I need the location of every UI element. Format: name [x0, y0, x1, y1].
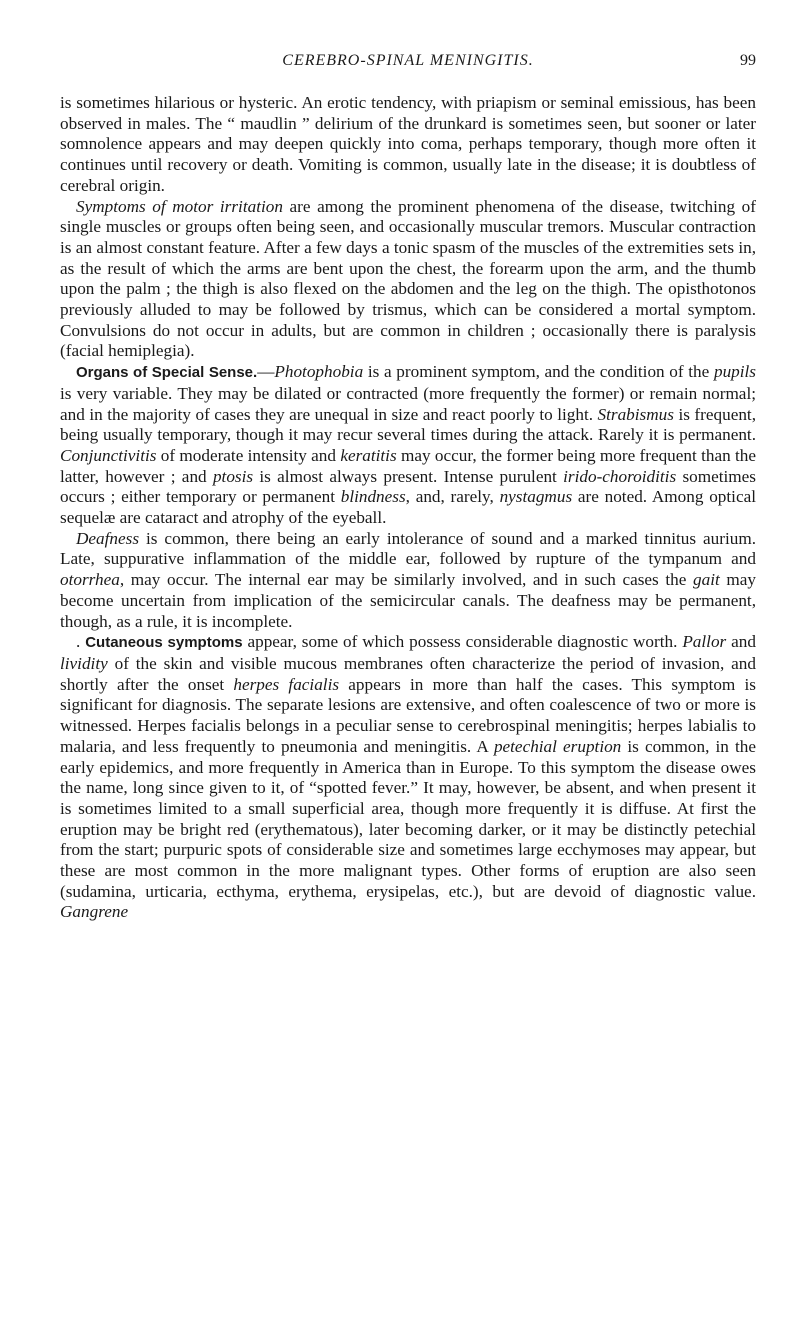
body-text — [60, 93, 756, 923]
italic-term: pupils — [713, 362, 756, 382]
text-run: is common, in the early epidemics, and more frequently in America than in Europe. To this symptom the disease owes the name, long since given to it, of “spotted fever.” It may, however, be absent, and when present it is sometimes limited to a small superficial area, though more frequently it is diffuse. At first the eruption may be bright red (erythematous), later becoming darker, or it may be distinctly petechial from the start; purpuric spots of considerable size and sometimes large ecchymoses may appear, but these are most common in the more malignant types. Other forms of eruption are also seen (sudamina, urticaria, ecthyma, erythema, erysipelas, etc.), but are devoid of diagnostic value. — [60, 736, 756, 901]
text-run: may become uncertain from implication of the semicircular canals. The deafness may be permanent, though, as a rule, it is incomplete. — [60, 570, 756, 631]
italic-term: Deafness — [76, 528, 140, 548]
italic-term: otorrhea — [60, 570, 120, 590]
paragraph — [60, 632, 756, 923]
text-run: , and, rarely, — [405, 487, 500, 507]
italic-term: Symptoms of motor irritation — [76, 196, 283, 216]
italic-term: herpes facialis — [233, 674, 340, 694]
text-run: is common, there being an early intolerance of sound and a marked tinnitus aurium. Late, suppurative inflammation of the middle ear, followed by rupture of the tympanum and — [60, 528, 756, 569]
italic-term: irido-choroiditis — [563, 466, 677, 486]
italic-term: Photophobia — [274, 362, 364, 382]
italic-term: nystagmus — [499, 487, 573, 507]
text-run: of moderate intensity and — [156, 445, 341, 465]
italic-term: lividity — [60, 653, 108, 673]
italic-term: Strabismus — [597, 404, 674, 424]
text-run: — — [257, 362, 275, 382]
running-title: CEREBRO-SPINAL MENINGITIS. — [282, 52, 534, 69]
text-run: sometimes occurs ; either temporary or permanent — [60, 466, 756, 507]
paragraph — [60, 529, 756, 633]
text-run: appear, some of which possess considerable diagnostic worth. — [242, 632, 683, 652]
text-run: . — [76, 632, 86, 652]
text-run: are among the prominent phenomena of the disease, twitching of single muscles or groups often being seen, and occasionally muscular tremors. Muscular contraction is an almost constant feature. After a few days a tonic spasm of the muscles of the extremities sets in, as the result of which the arms are bent upon the chest, the forearm upon the arm, and the thumb upon the palm ; the thigh is also flexed on the abdomen and the leg on the thigh. The opisthotonos previously alluded to may be followed by trismus, which can be considered a mortal symptom. Convulsions do not occur in adults, but are common in children ; occasionally there is paralysis (facial hemiplegia). — [60, 196, 756, 361]
paragraph — [60, 93, 756, 197]
italic-term: petechial eruption — [493, 736, 622, 756]
paragraph — [60, 362, 756, 529]
page-number: 99 — [740, 52, 756, 69]
text-run: is very variable. They may be dilated or contracted (more frequently the former) or remain normal; and in the majority of cases they are unequal in size and react poorly to light. — [60, 383, 756, 424]
italic-term: keratitis — [340, 445, 397, 465]
text-run: of the skin and visible mucous membranes often characterize the period of invasion, and shortly after the onset — [60, 653, 756, 694]
running-header — [60, 52, 756, 76]
italic-term: Pallor — [682, 632, 727, 652]
section-heading: Organs of Special Sense. — [76, 364, 258, 382]
text-run: may occur, the former being more frequent than the latter, however ; and — [60, 445, 756, 486]
text-run: is almost always present. Intense purulent — [253, 466, 564, 486]
italic-term: Conjunctivitis — [60, 445, 157, 465]
italic-term: blindness — [340, 487, 406, 507]
text-run: appears in more than half the cases. This symptom is significant for diagnosis. The separate lesions are extensive, and often coalescence of two or more is witnessed. Herpes facialis belongs in a peculiar sense to cerebrospinal meningitis; herpes labialis to malaria, and less frequently to pneumonia and meningitis. A — [60, 674, 756, 756]
section-heading: Cutaneous symptoms — [85, 634, 243, 652]
text-run: is a prominent symptom, and the condition of the — [363, 362, 714, 382]
text-run: is sometimes hilarious or hysteric. An erotic tendency, with priapism or seminal emissious, has been observed in males. The “ maudlin ” delirium of the drunkard is sometimes seen, but sooner or later somnolence appears and may deepen quickly into coma, perhaps temporary, though more often it continues until recovery or death. Vomiting is common, usually late in the disease; it is doubtless of cerebral origin. — [60, 93, 756, 195]
italic-term: ptosis — [212, 466, 254, 486]
text-run: are noted. Among optical sequelæ are cataract and atrophy of the eyeball. — [60, 487, 756, 528]
text-run: and — [726, 632, 756, 652]
italic-term: Gangrene — [60, 902, 129, 922]
paragraph — [60, 197, 756, 363]
text-run: , may occur. The internal ear may be similarly involved, and in such cases the — [119, 570, 694, 590]
italic-term: gait — [693, 570, 720, 590]
text-run: is frequent, being usually temporary, though it may recur several times during the attack. Rarely it is permanent. — [60, 404, 756, 445]
